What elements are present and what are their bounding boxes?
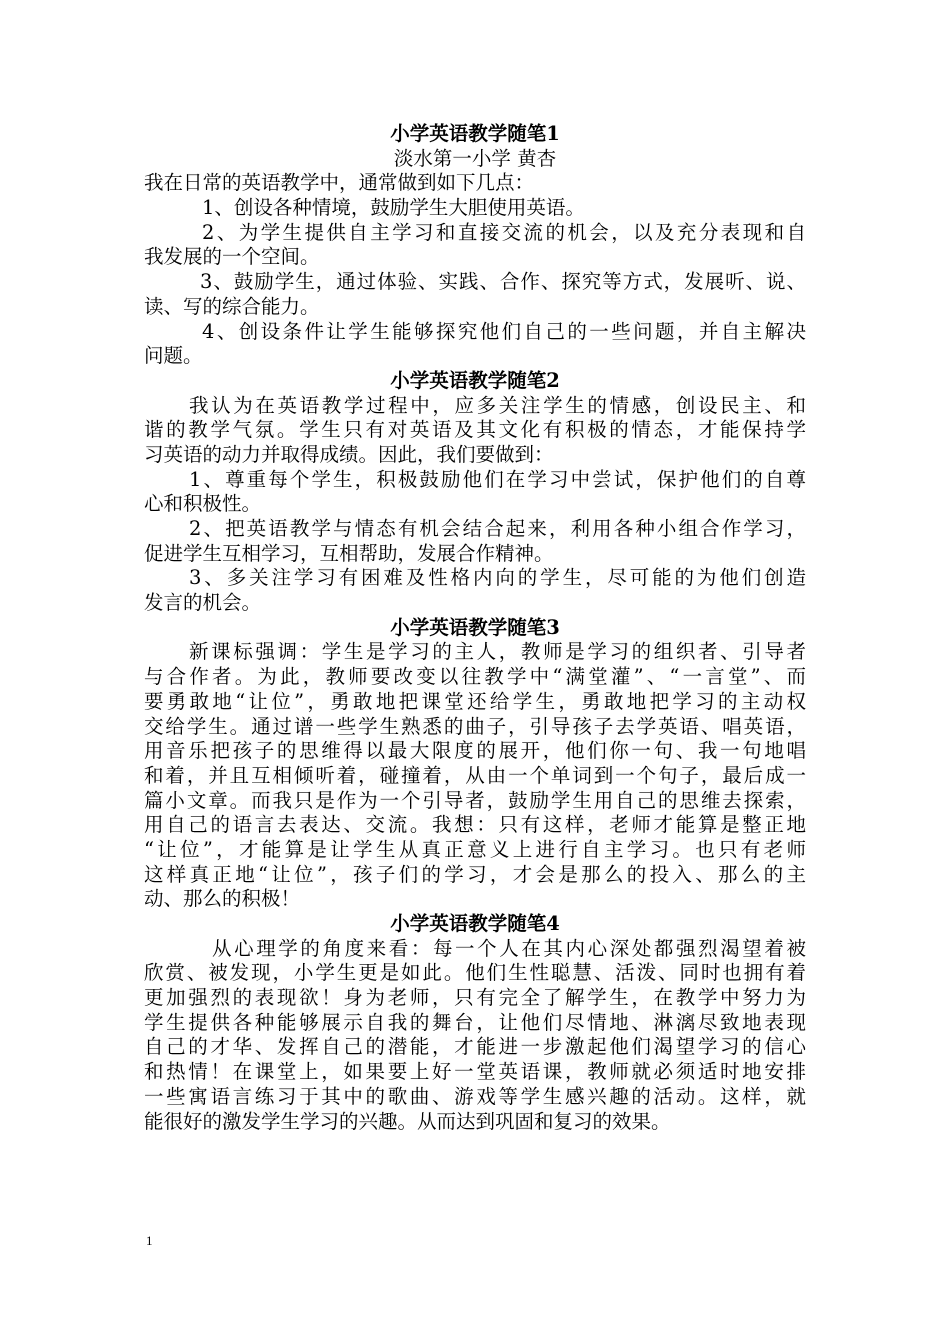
paragraph-line: 学生提供各种能够展示自我的舞台，让他们尽情地、淋漓尽致地表现 — [144, 1010, 806, 1034]
paragraph-line: 用音乐把孩子的思维得以最大限度的展开，他们你一句、我一句地唱 — [144, 739, 806, 763]
paragraph-line: 2、为学生提供自主学习和直接交流的机会，以及充分表现和自 — [202, 220, 806, 244]
paragraph-line: 1、创设各种情境，鼓励学生大胆使用英语。 — [202, 196, 585, 220]
paragraph-line: 与合作者。为此，教师要改变以往教学中“满堂灌”、“一言堂”、而 — [144, 665, 806, 689]
paragraph-line: 和热情！在课堂上，如果要上好一堂英语课，教师就必须适时地安排 — [144, 1060, 806, 1084]
paragraph-line: 一些寓语言练习于其中的歌曲、游戏等学生感兴趣的活动。这样，就 — [144, 1084, 806, 1108]
paragraph-line: 读、写的综合能力。 — [144, 294, 320, 318]
paragraph-line: 3、鼓励学生，通过体验、实践、合作、探究等方式，发展听、说、 — [200, 270, 806, 294]
paragraph-line: 我在日常的英语教学中，通常做到如下几点： — [144, 171, 535, 195]
section-1-title: 小学英语教学随笔1 — [390, 122, 560, 145]
section-1-author: 淡水第一小学 黄杏 — [393, 146, 557, 170]
paragraph-line: 动、那么的积极！ — [144, 887, 301, 911]
paragraph-line: 2、把英语教学与情态有机会结合起来，利用各种小组合作学习， — [189, 517, 806, 540]
paragraph-line: 更加强烈的表现欲！身为老师，只有完全了解学生，在教学中努力为 — [144, 986, 806, 1010]
paragraph-line: 我发展的一个空间。 — [144, 245, 320, 269]
paragraph-line: 1、尊重每个学生，积极鼓励他们在学习中尝试，保护他们的自尊 — [189, 467, 806, 491]
page-number: 1 — [146, 1233, 153, 1248]
paragraph-line: 问题。 — [144, 344, 203, 368]
paragraph-line: 欣赏、被发现，小学生更是如此。他们生性聪慧、活泼、同时也拥有着 — [144, 961, 806, 985]
paragraph-line: 4、创设条件让学生能够探究他们自己的一些问题，并自主解决 — [202, 319, 806, 343]
section-2-title: 小学英语教学随笔2 — [390, 368, 560, 392]
paragraph-line: “让位”，才能算是让学生从真正意义上进行自主学习。也只有老师 — [144, 837, 806, 861]
paragraph-line: 能很好的激发学生学习的兴趣。从而达到巩固和复习的效果。 — [144, 1109, 671, 1133]
paragraph-line: 习英语的动力并取得成绩。因此，我们要做到： — [144, 442, 554, 466]
section-3-title: 小学英语教学随笔3 — [390, 615, 560, 639]
paragraph-line: 这样真正地“让位”，孩子们的学习，才会是那么的投入、那么的主 — [144, 862, 806, 886]
paragraph-line: 从心理学的角度来看：每一个人在其内心深处都强烈渴望着被 — [212, 936, 806, 960]
paragraph-line: 和着，并且互相倾听着，碰撞着，从由一个单词到一个句子，最后成一 — [144, 763, 806, 787]
paragraph-line: 发言的机会。 — [144, 591, 262, 615]
paragraph-line: 我认为在英语教学过程中，应多关注学生的情感，创设民主、和 — [189, 393, 806, 417]
paragraph-line: 交给学生。通过谱一些学生熟悉的曲子，引导孩子去学英语、唱英语， — [144, 714, 806, 738]
paragraph-line: 自己的才华、发挥自己的潜能，才能进一步激起他们渴望学习的信心 — [144, 1035, 806, 1059]
paragraph-line: 篇小文章。而我只是作为一个引导者，鼓励学生用自己的思维去探索， — [144, 788, 806, 812]
section-4-title: 小学英语教学随笔4 — [390, 912, 560, 935]
paragraph-line: 3、多关注学习有困难及性格内向的学生，尽可能的为他们创造 — [189, 566, 806, 590]
paragraph-line: 新课标强调：学生是学习的主人，教师是学习的组织者、引导者 — [189, 640, 806, 664]
paragraph-line: 谐的教学气氛。学生只有对英语及其文化有积极的情态，才能保持学 — [144, 418, 806, 442]
paragraph-line: 促进学生互相学习，互相帮助，发展合作精神。 — [144, 541, 554, 565]
paragraph-line: 心和积极性。 — [144, 492, 262, 516]
document-body — [144, 122, 806, 1134]
paragraph-line: 要勇敢地“让位”，勇敢地把课堂还给学生，勇敢地把学习的主动权 — [144, 689, 806, 713]
paragraph-line: 用自己的语言去表达、交流。我想：只有这样，老师才能算是整正地 — [144, 813, 806, 837]
